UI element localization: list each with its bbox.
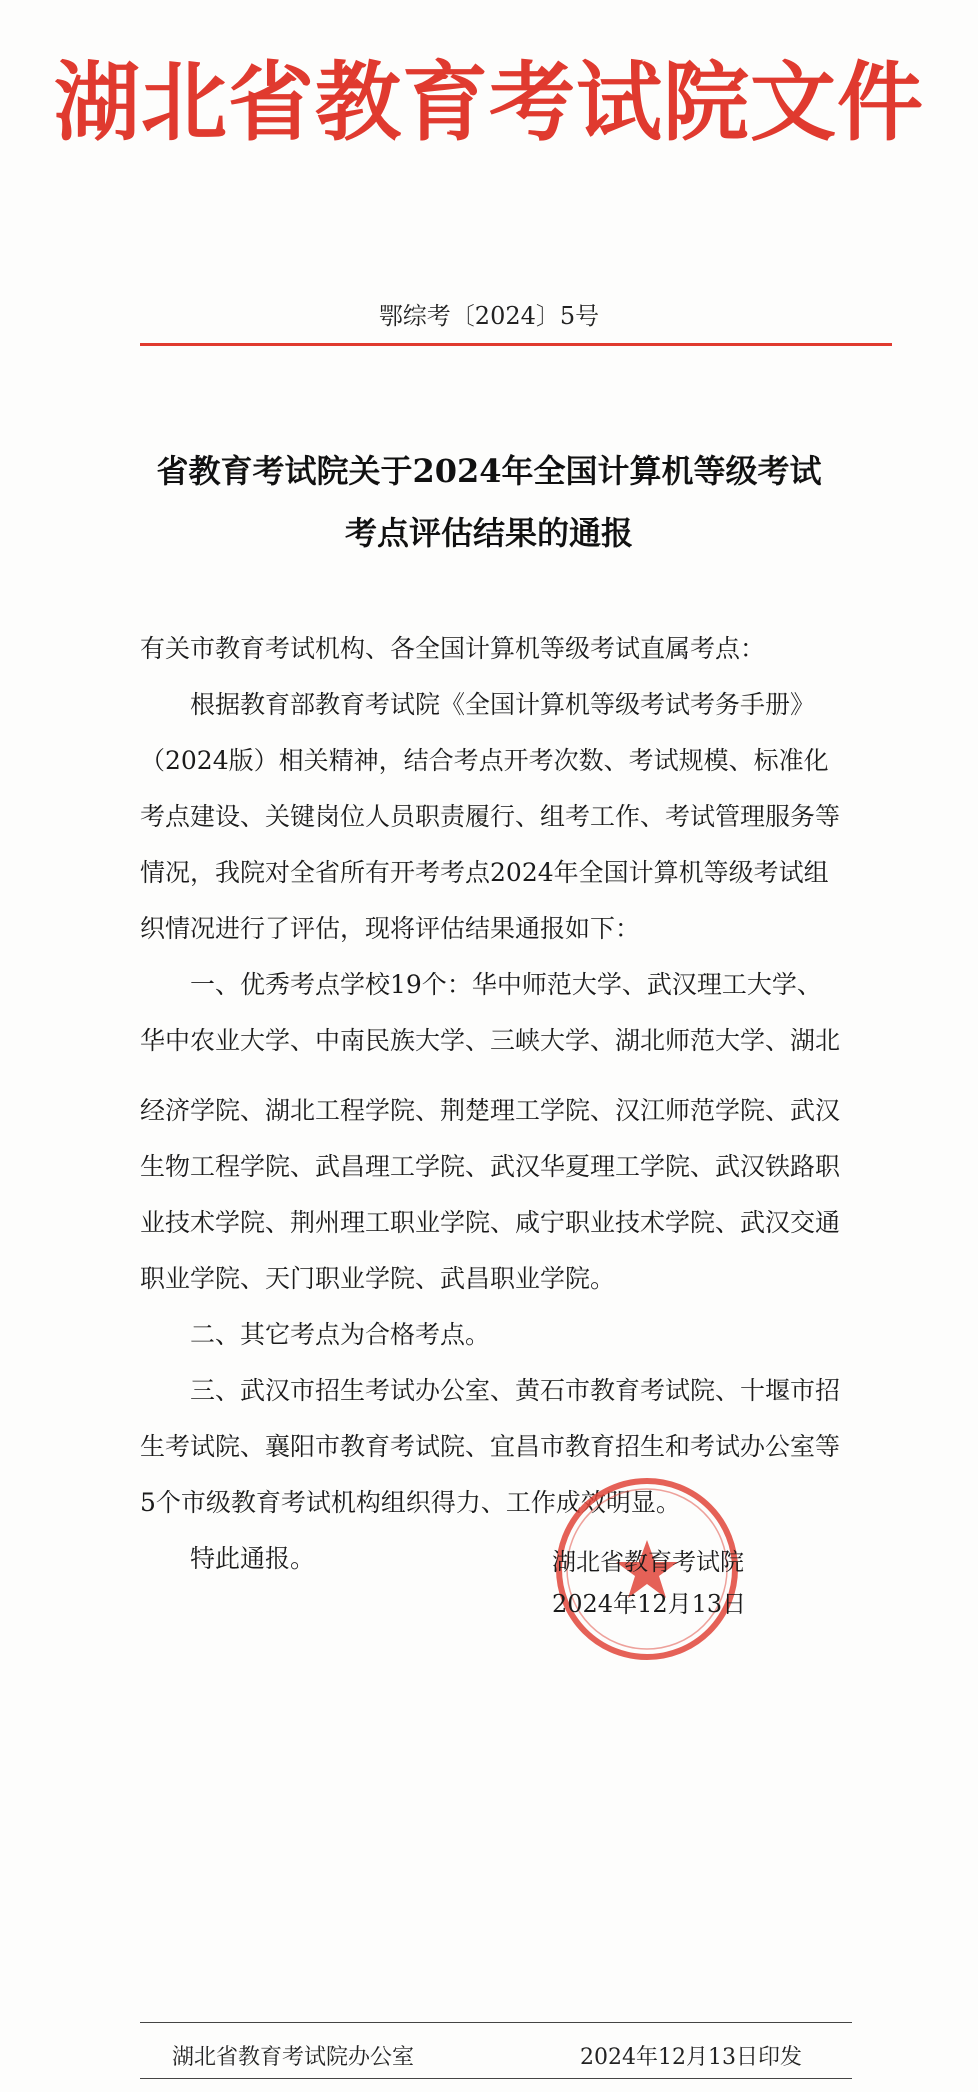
- document-header-title: 湖北省教育考试院文件: [54, 53, 924, 153]
- body-line: 情况，我院对全省所有开考考点2024年全国计算机等级考试组: [140, 858, 829, 887]
- body-line: 二、其它考点为合格考点。: [140, 1320, 491, 1349]
- body-line: 一、优秀考点学校19个：华中师范大学、武汉理工大学、: [140, 970, 822, 999]
- header-red-divider: [140, 343, 892, 346]
- notice-title-line-2: 考点评估结果的通报: [344, 514, 633, 552]
- footer-bottom-rule: [140, 2078, 852, 2079]
- body-line: 职业学院、天门职业学院、武昌职业学院。: [140, 1264, 616, 1293]
- signature-organization: 湖北省教育考试院: [552, 1548, 744, 1576]
- footer-print-date: 2024年12月13日印发: [580, 2045, 802, 2070]
- body-line: 华中农业大学、中南民族大学、三峡大学、湖北师范大学、湖北: [140, 1026, 841, 1055]
- document-number: 鄂综考〔2024〕5号: [378, 302, 600, 330]
- body-line: 业技术学院、荆州理工职业学院、咸宁职业技术学院、武汉交通: [140, 1208, 841, 1237]
- body-line: 织情况进行了评估，现将评估结果通报如下：: [140, 914, 641, 943]
- body-line: 特此通报。: [140, 1544, 316, 1573]
- body-line: 有关市教育考试机构、各全国计算机等级考试直属考点：: [140, 634, 766, 663]
- body-line: 生物工程学院、武昌理工学院、武汉华夏理工学院、武汉铁路职: [140, 1152, 841, 1181]
- body-line: 三、武汉市招生考试办公室、黄石市教育考试院、十堰市招: [140, 1376, 841, 1405]
- body-line: 5个市级教育考试机构组织得力、工作成效明显。: [140, 1488, 681, 1517]
- body-line: 生考试院、襄阳市教育考试院、宜昌市教育招生和考试办公室等: [140, 1432, 841, 1461]
- signature-date: 2024年12月13日: [552, 1590, 747, 1618]
- footer-issuing-office: 湖北省教育考试院办公室: [172, 2045, 415, 2070]
- body-line: 根据教育部教育考试院《全国计算机等级考试考务手册》: [140, 690, 816, 719]
- body-line: （2024版）相关精神，结合考点开考次数、考试规模、标准化: [140, 746, 829, 775]
- notice-title-line-1: 省教育考试院关于2024年全国计算机等级考试: [156, 452, 822, 490]
- body-line: 经济学院、湖北工程学院、荆楚理工学院、汉江师范学院、武汉: [140, 1096, 841, 1125]
- body-line: 考点建设、关键岗位人员职责履行、组考工作、考试管理服务等: [140, 802, 841, 831]
- footer-top-rule: [140, 2022, 852, 2023]
